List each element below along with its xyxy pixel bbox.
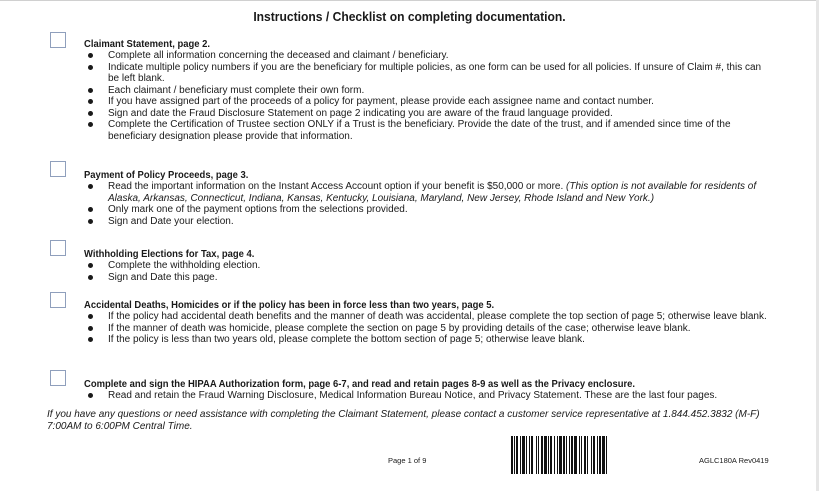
list-item: If you have assigned part of the proceeds of a policy for payment, please provide each assignee name and contact number. <box>84 96 774 108</box>
barcode-icon <box>511 436 643 474</box>
section-heading: Withholding Elections for Tax, page 4. <box>84 248 255 260</box>
section-heading: Payment of Policy Proceeds, page 3. <box>84 169 249 181</box>
section-accidental-deaths <box>84 299 774 346</box>
item-list <box>84 311 774 346</box>
list-item <box>84 181 774 204</box>
item-list <box>84 50 774 142</box>
item-list <box>84 260 774 283</box>
list-item: Sign and Date your election. <box>84 216 774 228</box>
section-payment-proceeds <box>84 169 774 227</box>
page-number: Page 1 of 9 <box>388 456 427 465</box>
top-rule <box>0 0 819 1</box>
list-item: Complete the withholding election. <box>84 260 774 272</box>
section-hipaa-authorization <box>84 378 774 402</box>
list-item: Each claimant / beneficiary must complete their own form. <box>84 85 774 97</box>
section-heading: Accidental Deaths, Homicides or if the policy has been in force less than two years, page 5. <box>84 299 495 311</box>
checkbox-accidental-deaths[interactable] <box>50 292 66 308</box>
item-text: Read the important information on the Instant Access Account option if your benefit is $50,000 or more. <box>108 181 567 192</box>
list-item: Complete the Certification of Trustee section ONLY if a Trust is the beneficiary. Provide the date of the trust, and if amended since time of the beneficiary designation please provide that information. <box>84 119 774 142</box>
checkbox-withholding-elections[interactable] <box>50 240 66 256</box>
list-item: Only mark one of the payment options from the selections provided. <box>84 204 774 216</box>
form-code: AGLC180A Rev0419 <box>699 456 769 465</box>
section-heading: Claimant Statement, page 2. <box>84 38 211 50</box>
item-list <box>84 390 774 402</box>
item-list <box>84 181 774 227</box>
list-item: Read and retain the Fraud Warning Disclosure, Medical Information Bureau Notice, and Privacy Statement. These are the last four pages. <box>84 390 774 402</box>
list-item: Sign and date the Fraud Disclosure Statement on page 2 indicating you are aware of the fraud language provided. <box>84 108 774 120</box>
section-withholding-elections <box>84 248 774 283</box>
checkbox-hipaa-authorization[interactable] <box>50 370 66 386</box>
list-item: If the policy had accidental death benefits and the manner of death was accidental, please complete the top section of page 5; otherwise leave blank. <box>84 311 774 323</box>
list-item: Indicate multiple policy numbers if you are the beneficiary for multiple policies, as one form can be used for all policies. If unsure of Claim #, this can be left blank. <box>84 62 774 85</box>
section-claimant-statement <box>84 38 774 142</box>
section-heading: Complete and sign the HIPAA Authorization form, page 6-7, and read and retain pages 8-9 as well as the Privacy enclosure. <box>84 378 636 390</box>
contact-note: If you have any questions or need assistance with completing the Claimant Statement, please contact a customer service representative at 1.844.452.3832 (M-F) 7:00AM to 6:00PM Central Time. <box>47 409 760 432</box>
page-title: Instructions / Checklist on completing documentation. <box>253 9 566 24</box>
list-item: Sign and Date this page. <box>84 272 774 284</box>
list-item: Complete all information concerning the deceased and claimant / beneficiary. <box>84 50 774 62</box>
checkbox-claimant-statement[interactable] <box>50 32 66 48</box>
list-item: If the manner of death was homicide, please complete the section on page 5 by providing details of the case; otherwise leave blank. <box>84 323 774 335</box>
item-note: (This option is not available for residents of Alaska, Arkansas, Connecticut, Indiana, Kansas, Kentucky, Louisiana, Maryland, New Jersey, Rhode Island and New York.) <box>108 181 757 204</box>
list-item: If the policy is less than two years old, please complete the bottom section of page 5; otherwise leave blank. <box>84 334 774 346</box>
checkbox-payment-proceeds[interactable] <box>50 161 66 177</box>
